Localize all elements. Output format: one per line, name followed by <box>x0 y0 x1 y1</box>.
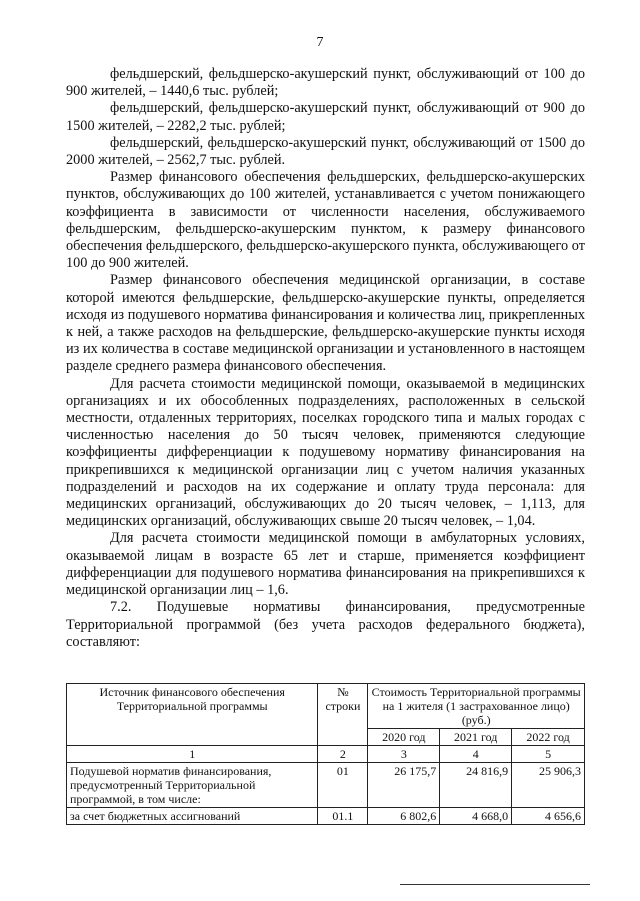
paragraph: Размер финансового обеспечения фельдшерских, фельдшерско-акушерских пунктов, обслуживающих до 100 жителей, устанавливается с учетом понижающего коэффициента в зависимости от численности населения, обслуживаемого фельдшерским, фельдшерско-акушерским пунктом, к размеру финансового обеспечения фельдшерского, фельдшерско-акушерского пункта, обслуживающего от 100 до 900 жителей. <box>66 169 585 272</box>
column-number: 3 <box>368 746 440 763</box>
footer-rule <box>400 884 590 885</box>
row-number: 01 <box>318 763 368 808</box>
paragraph: фельдшерский, фельдшерско-акушерский пункт, обслуживающий от 100 до 900 жителей, – 1440,6 тыс. рублей; <box>66 66 585 100</box>
row-name: за счет бюджетных ассигнований <box>67 808 318 825</box>
financing-table <box>66 683 585 825</box>
paragraph: Для расчета стоимости медицинской помощи, оказываемой в медицинских организациях и их обособленных подразделениях, расположенных в сельской местности, отдаленных территориях, поселках городского типа и малых городах с численностью населения до 50 тысяч человек, применяются следующие коэффициенты дифференциации к подушевому нормативу финансирования на прикрепившихся к медицинской организации лиц с учетом наличия указанных подразделений и расходов на их содержание и оплату труда персонала: для медицинских организаций, обслуживающих до 20 тысяч человек, – 1,113, для медицинских организаций, обслуживающих свыше 20 тысяч человек, – 1,04. <box>66 375 585 530</box>
header-source: Источник финансового обеспечения Территориальной программы <box>67 684 318 746</box>
paragraph: Для расчета стоимости медицинской помощи в амбулаторных условиях, оказываемой лицам в возрасте 65 лет и старше, применяется коэффициент дифференциации для подушевого норматива финансирования на прикрепившихся к медицинской организации лиц – 1,6. <box>66 530 585 599</box>
column-number: 1 <box>67 746 318 763</box>
column-number: 2 <box>318 746 368 763</box>
paragraph: фельдшерский, фельдшерско-акушерский пункт, обслуживающий от 900 до 1500 жителей, – 2282,2 тыс. рублей; <box>66 100 585 134</box>
header-cost: Стоимость Территориальной программы на 1 жителя (1 застрахованное лицо) (руб.) <box>368 684 585 729</box>
row-name: Подушевой норматив финансирования, предусмотренный Территориальной программой, в том числе: <box>67 763 318 808</box>
paragraph: Размер финансового обеспечения медицинской организации, в составе которой имеются фельдшерские, фельдшерско-акушерские пункты, определяется исходя из подушевого норматива финансирования и количества лиц, прикрепленных к ней, а также расходов на фельдшерские, фельдшерско-акушерские пункты исходя из их количества в составе медицинской организации и установленного в настоящем разделе среднего размера финансового обеспечения. <box>66 272 585 375</box>
paragraph: фельдшерский, фельдшерско-акушерский пункт, обслуживающий от 1500 до 2000 жителей, – 2562,7 тыс. рублей. <box>66 134 585 169</box>
page-number: 7 <box>316 35 324 50</box>
table-row <box>67 808 585 825</box>
value-2020: 6 802,6 <box>368 808 440 825</box>
value-2022: 4 656,6 <box>512 808 585 825</box>
value-2021: 24 816,9 <box>440 763 512 808</box>
header-row-number: № строки <box>318 684 368 746</box>
column-number: 4 <box>440 746 512 763</box>
paragraph: 7.2. Подушевые нормативы финансирования, предусмотренные Территориальной программой (без учета расходов федерального бюджета), составляют: <box>66 599 585 650</box>
value-2020: 26 175,7 <box>368 763 440 808</box>
value-2022: 25 906,3 <box>512 763 585 808</box>
body-text <box>66 66 585 651</box>
value-2021: 4 668,0 <box>440 808 512 825</box>
header-year: 2021 год <box>440 729 512 746</box>
table-row <box>67 763 585 808</box>
header-year: 2022 год <box>512 729 585 746</box>
header-year: 2020 год <box>368 729 440 746</box>
column-number: 5 <box>512 746 585 763</box>
row-number: 01.1 <box>318 808 368 825</box>
